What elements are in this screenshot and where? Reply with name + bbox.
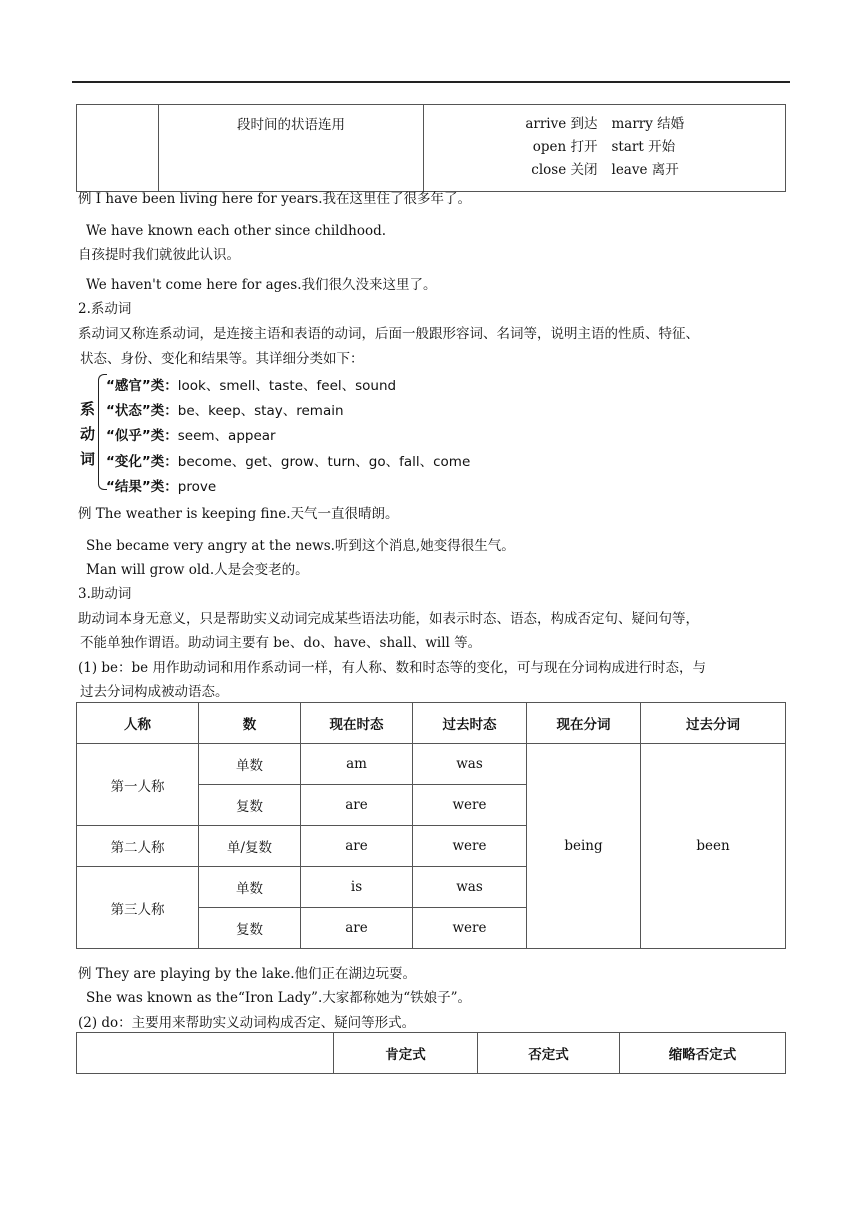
column-header: 过去时态 <box>413 703 527 744</box>
example-line: 自孩提时我们就彼此认识。 <box>78 247 240 263</box>
present-cell: are <box>301 785 413 826</box>
past-cell: were <box>413 826 527 867</box>
list-item: “状态”类：be、keep、stay、remain <box>106 403 344 419</box>
section-heading: 2.系动词 <box>78 301 132 317</box>
past-cell: were <box>413 908 527 949</box>
person-cell: 第三人称 <box>77 867 199 949</box>
diagram-root-char: 词 <box>80 450 96 468</box>
person-cell: 第二人称 <box>77 826 199 867</box>
be-conjugation-table <box>76 702 786 949</box>
example-line: 例 I have been living here for years.我在这里住了很多年了。 <box>78 191 472 207</box>
paragraph-line: 状态、身份、变化和结果等。其详细分类如下： <box>80 351 364 367</box>
list-item: “似乎”类：seem、appear <box>106 428 276 444</box>
example-line: 例 They are playing by the lake.他们正在湖边玩耍。 <box>78 966 417 982</box>
example-line: Man will grow old.人是会变老的。 <box>86 562 309 578</box>
present-cell: are <box>301 826 413 867</box>
list-item: arrive 到达 marry 结婚 <box>525 116 685 132</box>
person-cell: 第一人称 <box>77 744 199 826</box>
table-header-row <box>77 1033 786 1074</box>
column-header: 肯定式 <box>334 1033 478 1074</box>
paragraph-line: 过去分词构成被动语态。 <box>80 684 229 700</box>
present-cell: is <box>301 867 413 908</box>
list-item: “变化”类：become、get、grow、turn、go、fall、come <box>106 454 471 470</box>
diagram-root-char: 动 <box>80 425 96 443</box>
table-row <box>77 744 786 785</box>
example-line: She became very angry at the news.听到这个消息,她变得很生气。 <box>86 538 515 554</box>
column-header: 现在时态 <box>301 703 413 744</box>
list-item: “结果”类：prove <box>106 479 217 495</box>
verb-examples <box>424 105 786 192</box>
present-participle-cell: being <box>527 744 641 949</box>
past-participle-cell: been <box>641 744 786 949</box>
number-cell: 单数 <box>199 867 301 908</box>
subsection-heading: (2) do：主要用来帮助实义动词构成否定、疑问等形式。 <box>78 1015 416 1031</box>
number-cell: 复数 <box>199 785 301 826</box>
present-cell: am <box>301 744 413 785</box>
section-heading: 3.助动词 <box>78 586 132 602</box>
table-cell-empty <box>77 105 159 192</box>
past-cell: was <box>413 744 527 785</box>
paragraph-line: (1) be：be 用作助动词和用作系动词一样，有人称、数和时态等的变化，可与现在分词构成进行时态，与 <box>78 660 706 676</box>
usage-table-continued <box>76 104 786 192</box>
past-cell: were <box>413 785 527 826</box>
list-item: “感官”类：look、smell、taste、feel、sound <box>106 378 397 394</box>
example-line: We have known each other since childhood. <box>86 223 387 239</box>
example-line: 例 The weather is keeping fine.天气一直很晴朗。 <box>78 506 399 522</box>
table-row <box>77 105 786 192</box>
header-rule <box>72 81 790 83</box>
usage-description: 段时间的状语连用 <box>159 105 424 192</box>
list-item: open 打开 start 开始 <box>532 139 676 155</box>
example-line: She was known as the“Iron Lady”.大家都称她为“铁娘子”。 <box>86 990 472 1006</box>
paragraph-line: 系动词又称连系动词，是连接主语和表语的动词，后面一般跟形容词、名词等，说明主语的性质、特征、 <box>78 326 699 342</box>
example-line: We haven't come here for ages.我们很久没来这里了。 <box>86 277 437 293</box>
column-header: 数 <box>199 703 301 744</box>
column-header: 现在分词 <box>527 703 641 744</box>
paragraph-line: 助动词本身无意义，只是帮助实义动词完成某些语法功能，如表示时态、语态，构成否定句、疑问句等， <box>78 611 699 627</box>
column-header: 过去分词 <box>641 703 786 744</box>
column-header: 否定式 <box>478 1033 620 1074</box>
number-cell: 单数 <box>199 744 301 785</box>
column-header <box>77 1033 334 1074</box>
present-cell: are <box>301 908 413 949</box>
number-cell: 单/复数 <box>199 826 301 867</box>
list-item: close 关闭 leave 离开 <box>531 162 679 178</box>
column-header: 人称 <box>77 703 199 744</box>
do-forms-table <box>76 1032 786 1074</box>
number-cell: 复数 <box>199 908 301 949</box>
past-cell: was <box>413 867 527 908</box>
column-header: 缩略否定式 <box>620 1033 786 1074</box>
diagram-root-char: 系 <box>80 400 96 418</box>
paragraph-line: 不能单独作谓语。助动词主要有 be、do、have、shall、will 等。 <box>80 635 482 651</box>
table-header-row <box>77 703 786 744</box>
linking-verb-classification <box>80 372 471 495</box>
